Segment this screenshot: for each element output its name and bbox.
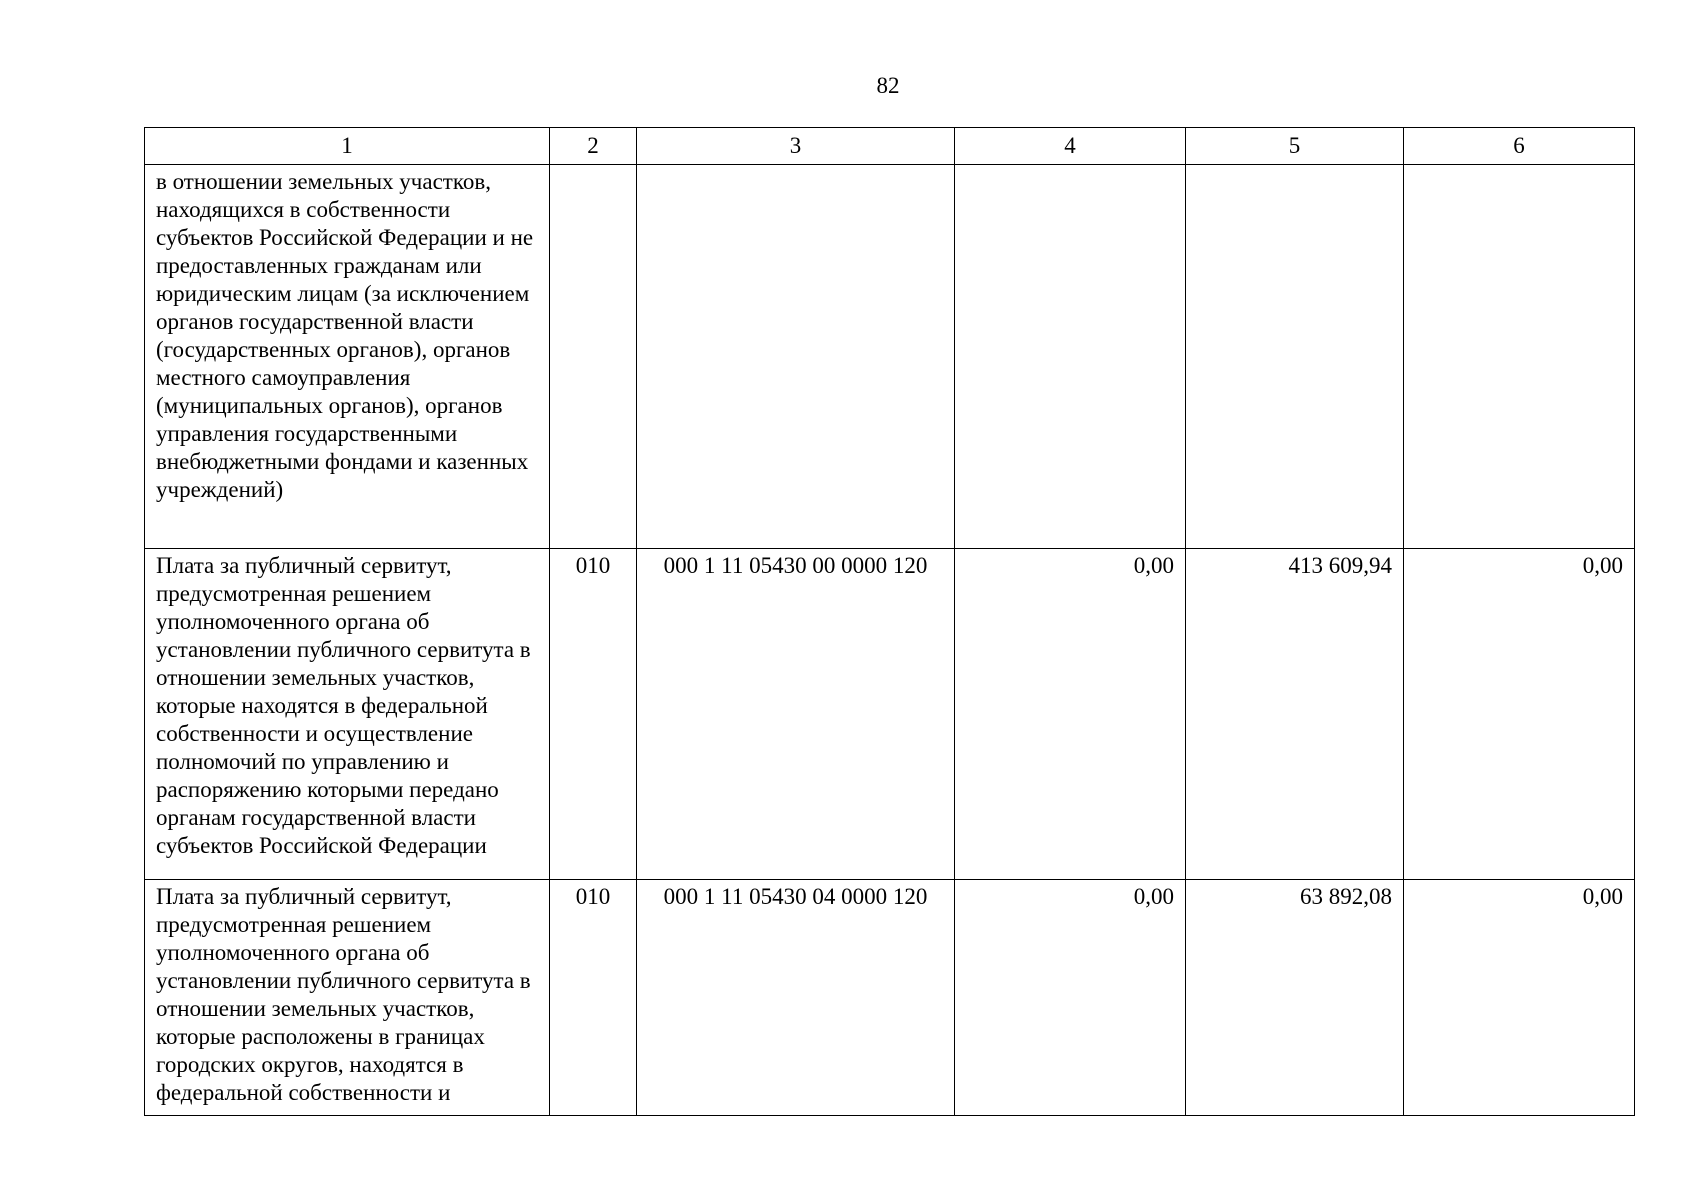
row-description: в отношении земельных участков, находящихся в собственности субъектов Российской Федерации и не предоставленных гражданам или юридическим лицам (за исключением органов государственной власти (государственных органов), органов местного самоуправления (муниципальных органов), органов управления государственными внебюджетными фондами и казенных учреждений) xyxy=(145,165,550,549)
column-header: 4 xyxy=(955,128,1186,165)
column-header: 5 xyxy=(1186,128,1404,165)
column-header: 6 xyxy=(1404,128,1635,165)
row-description: Плата за публичный сервитут, предусмотренная решением уполномоченного органа об установлении публичного сервитута в отношении земельных участков, которые находятся в федеральной собственности и осуществление полномочий по управлению и распоряжению которыми передано органам государственной власти субъектов Российской Федерации xyxy=(145,549,550,880)
row-kbk-code: 000 1 11 05430 04 0000 120 xyxy=(637,880,955,1116)
row-value-col4 xyxy=(955,165,1186,549)
row-code xyxy=(550,165,637,549)
row-code: 010 xyxy=(550,880,637,1116)
row-value-col5: 413 609,94 xyxy=(1186,549,1404,880)
row-code: 010 xyxy=(550,549,637,880)
table-header-row xyxy=(145,128,1635,165)
row-value-col6 xyxy=(1404,165,1635,549)
table-row xyxy=(145,549,1635,880)
row-value-col4: 0,00 xyxy=(955,549,1186,880)
row-value-col4: 0,00 xyxy=(955,880,1186,1116)
column-header: 3 xyxy=(637,128,955,165)
row-description: Плата за публичный сервитут, предусмотренная решением уполномоченного органа об установлении публичного сервитута в отношении земельных участков, которые расположены в границах городских округов, находятся в федеральной собственности и xyxy=(145,880,550,1116)
budget-table xyxy=(144,127,1635,1116)
row-value-col6: 0,00 xyxy=(1404,880,1635,1116)
column-header: 1 xyxy=(145,128,550,165)
row-kbk-code xyxy=(637,165,955,549)
row-kbk-code: 000 1 11 05430 00 0000 120 xyxy=(637,549,955,880)
column-header: 2 xyxy=(550,128,637,165)
row-value-col6: 0,00 xyxy=(1404,549,1635,880)
row-value-col5: 63 892,08 xyxy=(1186,880,1404,1116)
table-row xyxy=(145,880,1635,1116)
table-row xyxy=(145,165,1635,549)
row-value-col5 xyxy=(1186,165,1404,549)
page-number: 82 xyxy=(876,73,900,98)
